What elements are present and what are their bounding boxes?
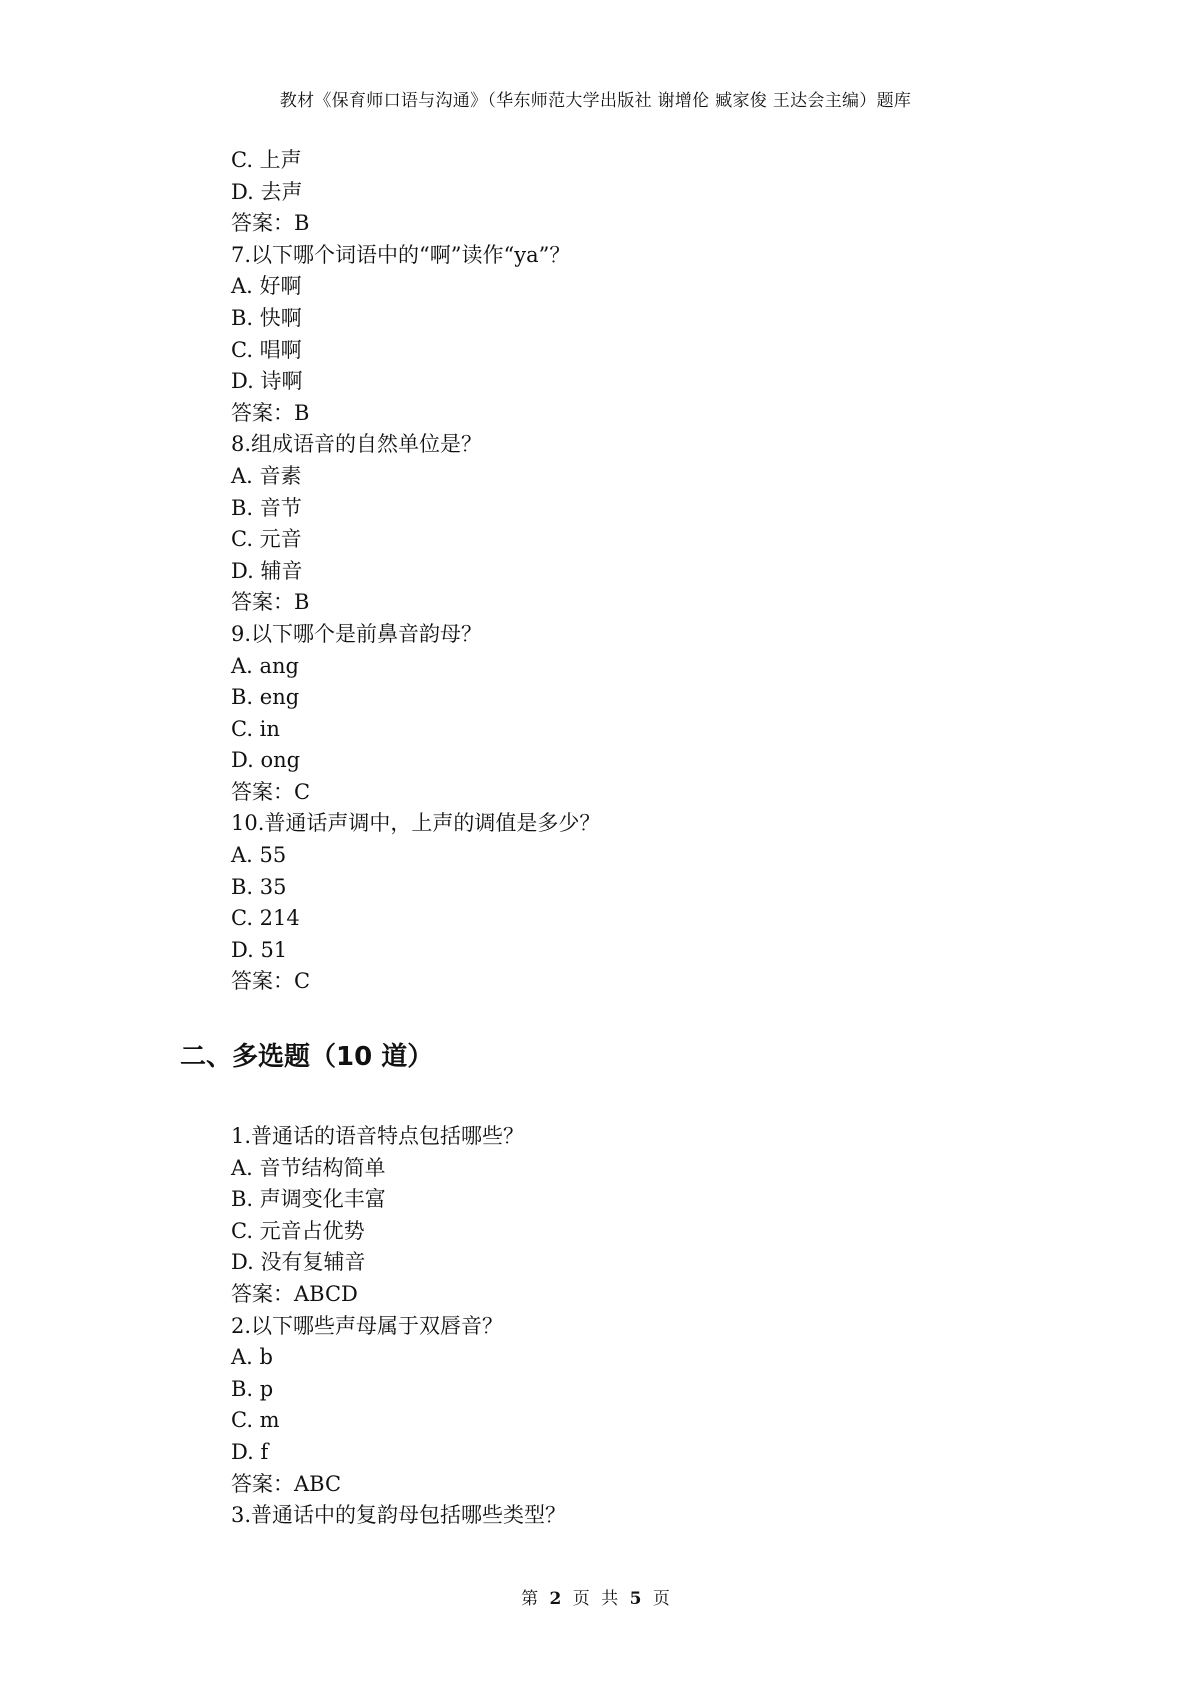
option-line: C. in (231, 716, 280, 741)
option-line: D. 没有复辅音 (231, 1250, 366, 1275)
option-line: C. 唱啊 (231, 337, 302, 362)
option-line: B. p (231, 1376, 274, 1401)
option-line: D. 辅音 (231, 558, 303, 583)
option-line: D. 去声 (231, 179, 303, 204)
total-page-number: 5 (629, 1589, 642, 1609)
option-line: C. 上声 (231, 148, 302, 172)
answer-line: 答案：C (231, 969, 311, 994)
option-line: A. 音节结构简单 (231, 1155, 386, 1180)
footer-prefix: 第 (521, 1589, 539, 1609)
option-line: A. ang (231, 653, 300, 678)
footer-suffix: 页 (652, 1589, 670, 1609)
option-line: D. 51 (231, 937, 288, 962)
option-line: B. 35 (231, 874, 287, 899)
option-line: A. 音素 (231, 463, 302, 488)
question-line: 9.以下哪个是前鼻音韵母？ (231, 621, 483, 646)
option-line: C. m (231, 1408, 280, 1433)
question-block-single-choice (231, 145, 600, 998)
section-heading: 二、多选题（10 道） (180, 1042, 434, 1072)
option-line: C. 元音占优势 (231, 1218, 365, 1243)
question-line: 8.组成语音的自然单位是？ (231, 432, 483, 457)
answer-line: 答案：B (231, 590, 310, 615)
question-line: 1.普通话的语音特点包括哪些？ (231, 1124, 525, 1148)
answer-line: 答案：B (231, 400, 310, 425)
option-line: D. f (231, 1439, 269, 1464)
answer-line: 答案：C (231, 779, 311, 804)
answer-line: 答案：ABC (231, 1471, 342, 1496)
option-line: B. 声调变化丰富 (231, 1187, 386, 1212)
question-line: 7.以下哪个词语中的“啊”读作“ya”？ (231, 242, 571, 267)
option-line: D. ong (231, 748, 301, 773)
question-line: 3.普通话中的复韵母包括哪些类型？ (231, 1503, 567, 1528)
question-line: 2.以下哪些声母属于双唇音？ (231, 1313, 504, 1338)
current-page-number: 2 (549, 1589, 562, 1609)
answer-line: 答案：ABCD (231, 1281, 358, 1306)
option-line: D. 诗啊 (231, 369, 303, 394)
option-line: B. 音节 (231, 495, 302, 520)
option-line: C. 元音 (231, 527, 302, 552)
option-line: A. b (231, 1345, 273, 1370)
question-line: 10.普通话声调中，上声的调值是多少？ (231, 811, 601, 836)
page-header: 教材《保育师口语与沟通》（华东师范大学出版社 谢增伦 臧家俊 王达会主编）题库 (279, 91, 912, 111)
question-block-multiple-choice (231, 1121, 566, 1532)
answer-line: 答案：B (231, 211, 310, 236)
footer-middle: 页 共 (572, 1589, 619, 1609)
option-line: A. 55 (231, 843, 287, 868)
option-line: B. eng (231, 685, 300, 710)
page-footer (0, 1584, 1191, 1609)
option-line: A. 好啊 (231, 274, 302, 299)
option-line: B. 快啊 (231, 305, 302, 330)
option-line: C. 214 (231, 906, 300, 931)
